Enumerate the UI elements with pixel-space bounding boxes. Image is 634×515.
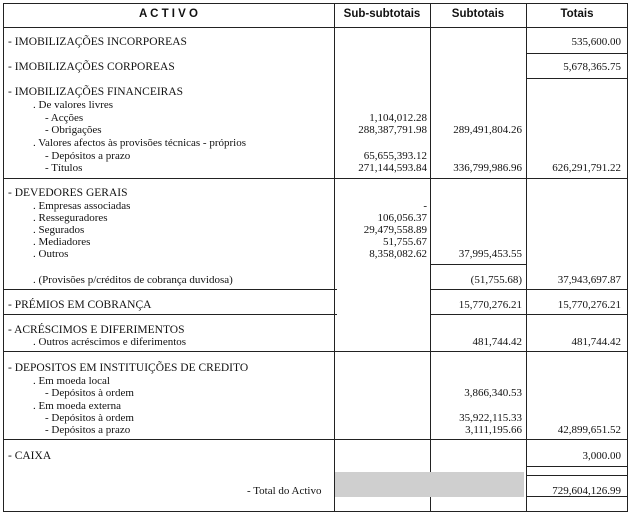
column-divider <box>526 3 527 512</box>
subtotal-value: (51,755.68) <box>470 274 522 286</box>
row-label: . Mediadores <box>33 236 91 248</box>
row-label: . Outros acréscimos e diferimentos <box>33 336 187 348</box>
row-label: - Total do Activo <box>247 485 322 497</box>
total-value: 5,678,365.75 <box>563 61 621 73</box>
row-label: - PRÉMIOS EM COBRANÇA <box>8 299 152 311</box>
header-totais: Totais <box>560 8 594 20</box>
total-value: 3,000.00 <box>582 450 621 462</box>
row-label: - Títulos <box>45 162 83 174</box>
subtotal-value: 336,799,986.96 <box>453 162 522 174</box>
subtotal-value: 3,111,195.66 <box>465 424 522 436</box>
header-rule <box>3 27 628 28</box>
section-rule <box>430 314 628 315</box>
row-label: . (Provisões p/créditos de cobrança duvidosa) <box>33 274 233 286</box>
column-divider <box>430 3 431 512</box>
sub-subtotal-value: - <box>423 200 427 212</box>
subtotal-value: 37,995,453.55 <box>458 248 522 260</box>
section-rule <box>526 53 628 54</box>
section-rule <box>3 351 628 352</box>
section-rule <box>526 475 628 476</box>
sub-subtotal-value: 65,655,393.12 <box>363 150 427 162</box>
section-rule <box>526 78 628 79</box>
subtotal-value: 15,770,276.21 <box>458 299 522 311</box>
section-rule <box>430 264 526 265</box>
sub-subtotal-value: 29,479,558.89 <box>363 224 427 236</box>
total-value: 729,604,126.99 <box>552 485 621 497</box>
header-subtotais: Subtotais <box>451 8 505 20</box>
row-label: - Depósitos à ordem <box>45 387 134 399</box>
section-rule <box>526 466 628 467</box>
row-label: - IMOBILIZAÇÕES CORPOREAS <box>8 61 175 73</box>
total-value: 42,899,651.52 <box>557 424 621 436</box>
total-value: 15,770,276.21 <box>557 299 621 311</box>
subtotal-value: 481,744.42 <box>472 336 522 348</box>
row-label: . Segurados <box>33 224 85 236</box>
sub-subtotal-value: 288,387,791.98 <box>358 124 427 136</box>
sub-subtotal-value: 51,755.67 <box>383 236 427 248</box>
section-rule <box>3 289 337 290</box>
row-label: - DEVEDORES GERAIS <box>8 187 128 199</box>
header-sub-subtotais: Sub-subtotais <box>343 8 421 20</box>
row-label: - Depósitos à ordem <box>45 412 134 424</box>
row-label: . Empresas associadas <box>33 200 131 212</box>
sub-subtotal-value: 106,056.37 <box>377 212 427 224</box>
row-label: - IMOBILIZAÇÕES INCORPOREAS <box>8 36 187 48</box>
row-label: . Em moeda local <box>33 375 110 387</box>
header-activo: A C T I V O <box>139 8 198 20</box>
row-label: - ACRÉSCIMOS E DIFERIMENTOS <box>8 324 185 336</box>
total-shade <box>335 472 524 497</box>
subtotal-value: 35,922,115.33 <box>459 412 522 424</box>
row-label: - DEPOSITOS EM INSTITUIÇÕES DE CREDITO <box>8 362 249 374</box>
sub-subtotal-value: 1,104,012.28 <box>369 112 427 124</box>
section-rule <box>3 314 337 315</box>
row-label: . Valores afectos às provisões técnicas - próprios <box>33 137 247 149</box>
subtotal-value: 289,491,804.26 <box>453 124 522 136</box>
row-label: - Obrigações <box>45 124 102 136</box>
section-rule <box>3 178 628 179</box>
row-label: . Resseguradores <box>33 212 108 224</box>
total-value: 626,291,791.22 <box>552 162 621 174</box>
row-label: . Em moeda externa <box>33 400 121 412</box>
row-label: - Acções <box>45 112 84 124</box>
column-divider <box>334 3 335 512</box>
subtotal-value: 3,866,340.53 <box>464 387 522 399</box>
total-value: 37,943,697.87 <box>557 274 621 286</box>
row-label: - IMOBILIZAÇÕES FINANCEIRAS <box>8 86 184 98</box>
sub-subtotal-value: 8,358,082.62 <box>369 248 427 260</box>
total-value: 535,600.00 <box>571 36 621 48</box>
section-rule <box>430 289 628 290</box>
total-value: 481,744.42 <box>571 336 621 348</box>
row-label: - Depósitos a prazo <box>45 424 131 436</box>
row-label: - Depósitos a prazo <box>45 150 131 162</box>
section-rule <box>3 439 628 440</box>
row-label: - CAIXA <box>8 450 52 462</box>
row-label: . Outros <box>33 248 69 260</box>
sub-subtotal-value: 271,144,593.84 <box>358 162 427 174</box>
row-label: . De valores livres <box>33 99 114 111</box>
